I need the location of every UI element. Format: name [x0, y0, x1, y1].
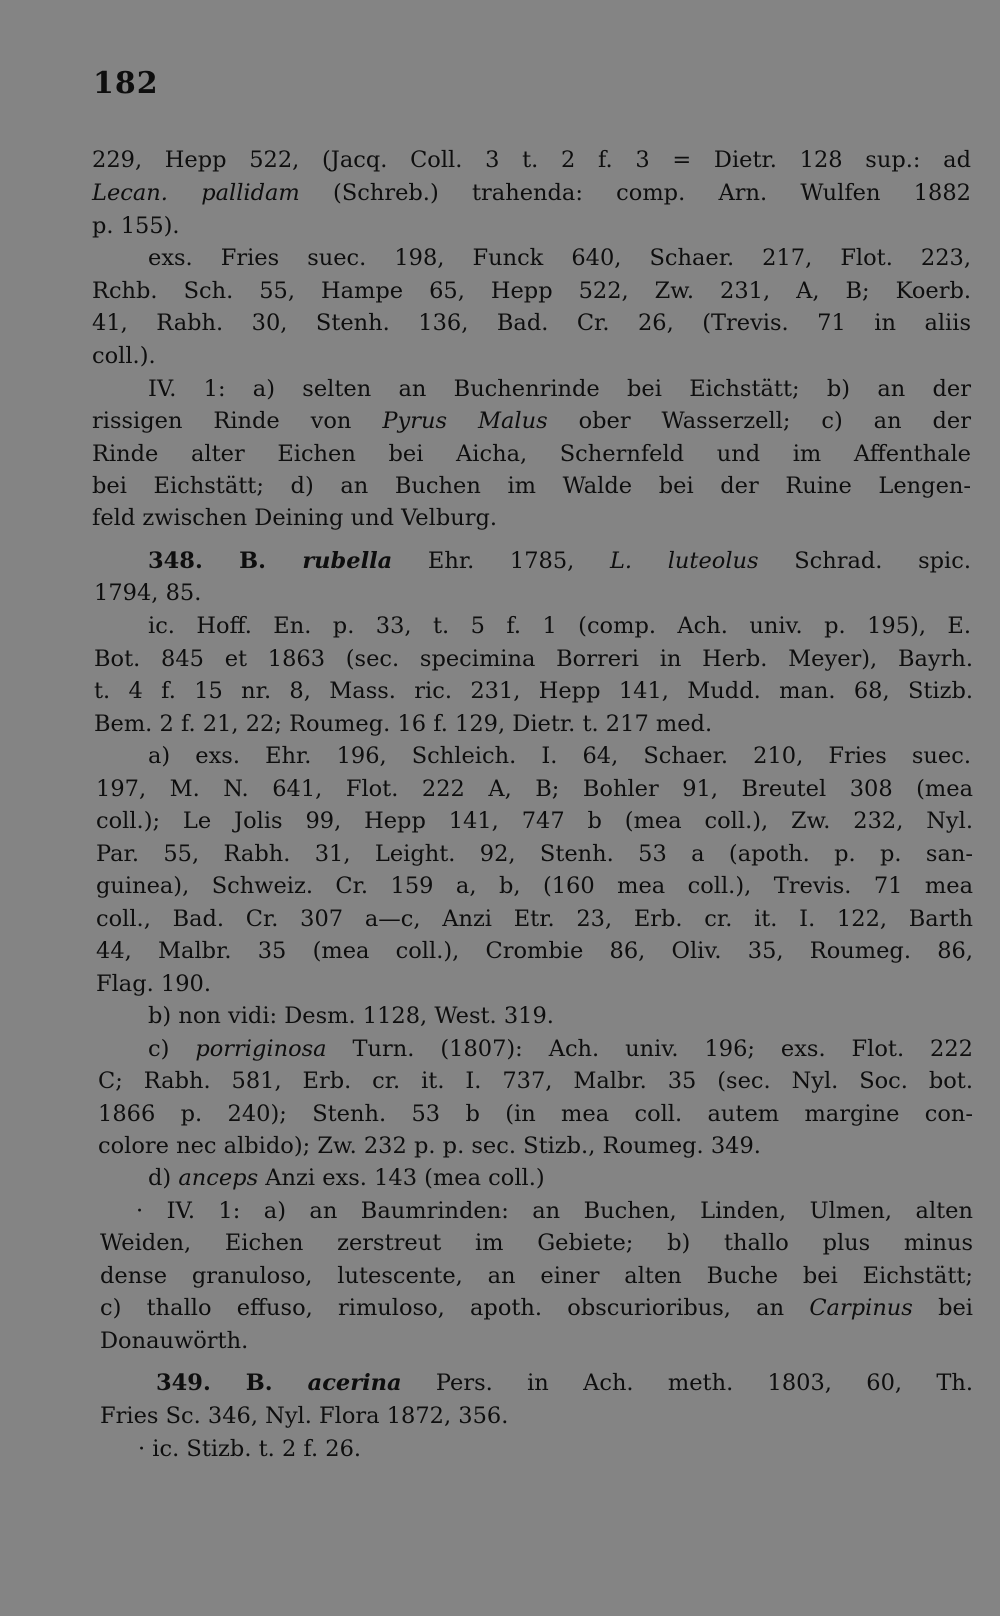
- text-line: [92, 178, 971, 208]
- text-line: [98, 1131, 761, 1161]
- text-line: [148, 741, 971, 771]
- text-span: bei Eichstätt; d) an Buchen im Walde bei der Ruine Lengen-: [92, 473, 971, 499]
- emphasis-span: 348. B.: [148, 548, 303, 574]
- emphasis-span: porriginosa: [195, 1036, 327, 1062]
- text-span: b) non vidi: Desm. 1128, West. 319.: [148, 1003, 554, 1029]
- text-span: coll., Bad. Cr. 307 a—c, Anzi Etr. 23, Erb. cr. it. I. 122, Barth: [96, 906, 973, 932]
- text-span: [168, 180, 201, 206]
- text-span: 44, Malbr. 35 (mea coll.), Crombie 86, Oliv. 35, Roumeg. 86,: [96, 938, 973, 964]
- text-line: [94, 709, 712, 739]
- text-span: exs. Fries suec. 198, Funck 640, Schaer. 217, Flot. 223,: [148, 245, 971, 271]
- text-line: [94, 578, 201, 608]
- text-line: [92, 341, 156, 371]
- text-span: feld zwischen Deining und Velburg.: [92, 505, 498, 531]
- text-span: Weiden, Eichen zerstreut im Gebiete; b) thallo plus minus: [100, 1230, 973, 1256]
- text-span: bei: [912, 1295, 973, 1321]
- text-line: [92, 503, 497, 533]
- emphasis-span: acerina: [307, 1370, 402, 1396]
- text-span: 1794, 85.: [94, 580, 202, 606]
- text-span: t. 4 f. 15 nr. 8, Mass. ric. 231, Hepp 141, Mudd. man. 68, Stizb.: [94, 678, 973, 704]
- text-span: Pers. in Ach. meth. 1803, 60, Th.: [401, 1370, 973, 1396]
- text-span: a) exs. Ehr. 196, Schleich. I. 64, Schaer. 210, Fries suec.: [148, 743, 971, 769]
- text-span: d): [148, 1165, 179, 1191]
- text-line: [98, 1099, 973, 1129]
- text-span: ober Wasserzell; c) an der: [547, 408, 971, 434]
- text-span: c): [148, 1036, 196, 1062]
- text-span: Rchb. Sch. 55, Hampe 65, Hepp 522, Zw. 231, A, B; Koerb.: [92, 278, 971, 304]
- text-span: Turn. (1807): Ach. univ. 196; exs. Flot. 222: [326, 1036, 973, 1062]
- text-line: [96, 839, 973, 869]
- text-line: [94, 644, 973, 674]
- emphasis-span: Carpinus: [809, 1295, 913, 1321]
- text-span: (Schreb.) trahenda: comp. Arn. Wulfen 1882: [299, 180, 971, 206]
- text-line: [92, 406, 971, 436]
- text-line: [100, 1326, 248, 1356]
- emphasis-span: anceps: [178, 1165, 259, 1191]
- text-line: [92, 145, 971, 175]
- text-span: Bem. 2 f. 21, 22; Roumeg. 16 f. 129, Dietr. t. 217 med.: [94, 711, 713, 737]
- text-line: [148, 546, 971, 576]
- text-span: Fries Sc. 346, Nyl. Flora 1872, 356.: [100, 1403, 509, 1429]
- text-line: [92, 439, 971, 469]
- text-span: p. 155).: [92, 213, 180, 239]
- text-line: [100, 1228, 973, 1258]
- text-line: [96, 774, 973, 804]
- page-number: 182: [93, 66, 159, 101]
- text-line: [92, 276, 971, 306]
- text-span: dense granuloso, lutescente, an einer alten Buche bei Eichstätt;: [100, 1263, 973, 1289]
- text-line: [94, 676, 973, 706]
- emphasis-span: rubella: [302, 548, 393, 574]
- text-line: [148, 611, 971, 641]
- text-line: [92, 471, 971, 501]
- text-span: c) thallo effuso, rimuloso, apoth. obscurioribus, an: [100, 1295, 810, 1321]
- text-line: [100, 1261, 973, 1291]
- text-span: Rinde alter Eichen bei Aicha, Schernfeld und im Affenthale: [92, 441, 971, 467]
- text-line: [98, 1066, 973, 1096]
- text-span: Schrad. spic.: [758, 548, 971, 574]
- text-span: Par. 55, Rabh. 31, Leight. 92, Stenh. 53 a (apoth. p. p. san-: [96, 841, 973, 867]
- text-span: 229, Hepp 522, (Jacq. Coll. 3 t. 2 f. 3 = Dietr. 128 sup.: ad: [92, 147, 971, 173]
- emphasis-span: 349. B.: [156, 1370, 308, 1396]
- text-line: [96, 904, 973, 934]
- text-line: [100, 1401, 508, 1431]
- text-line: [96, 871, 973, 901]
- emphasis-span: pallidam: [201, 180, 300, 206]
- text-span: Bot. 845 et 1863 (sec. specimina Borreri in Herb. Meyer), Bayrh.: [94, 646, 973, 672]
- text-span: Donauwörth.: [100, 1328, 249, 1354]
- text-span: 41, Rabh. 30, Stenh. 136, Bad. Cr. 26, (Trevis. 71 in aliis: [92, 310, 971, 336]
- text-span: rissigen Rinde von: [92, 408, 383, 434]
- text-line: [96, 936, 973, 966]
- text-line: [148, 1163, 545, 1193]
- text-span: colore nec albido); Zw. 232 p. p. sec. Stizb., Roumeg. 349.: [98, 1133, 761, 1159]
- emphasis-span: L. luteolus: [609, 548, 759, 574]
- text-line: [96, 806, 973, 836]
- text-line: [148, 1001, 554, 1031]
- text-line: [148, 374, 971, 404]
- text-span: · ic. Stizb. t. 2 f. 26.: [138, 1436, 362, 1462]
- text-span: ic. Hoff. En. p. 33, t. 5 f. 1 (comp. Ach. univ. p. 195), E.: [148, 613, 971, 639]
- emphasis-span: Pyrus Malus: [382, 408, 548, 434]
- text-line: [100, 1293, 973, 1323]
- text-span: Ehr. 1785,: [392, 548, 610, 574]
- text-line: [96, 969, 211, 999]
- text-span: Anzi exs. 143 (mea coll.): [258, 1165, 545, 1191]
- text-span: coll.); Le Jolis 99, Hepp 141, 747 b (mea coll.), Zw. 232, Nyl.: [96, 808, 973, 834]
- text-span: IV. 1: a) selten an Buchenrinde bei Eichstätt; b) an der: [148, 376, 971, 402]
- text-line: [156, 1368, 973, 1398]
- emphasis-span: Lecan.: [92, 180, 168, 206]
- text-span: coll.).: [92, 343, 156, 369]
- text-line: [136, 1196, 973, 1226]
- text-line: [148, 243, 971, 273]
- text-line: [138, 1434, 361, 1464]
- text-span: C; Rabh. 581, Erb. cr. it. I. 737, Malbr. 35 (sec. Nyl. Soc. bot.: [98, 1068, 973, 1094]
- text-span: 1866 p. 240); Stenh. 53 b (in mea coll. autem margine con-: [98, 1101, 973, 1127]
- text-line: [92, 211, 180, 241]
- text-span: Flag. 190.: [96, 971, 212, 997]
- text-line: [148, 1034, 973, 1064]
- text-span: guinea), Schweiz. Cr. 159 a, b, (160 mea coll.), Trevis. 71 mea: [96, 873, 973, 899]
- text-span: 197, M. N. 641, Flot. 222 A, B; Bohler 91, Breutel 308 (mea: [96, 776, 973, 802]
- text-line: [92, 308, 971, 338]
- text-span: · IV. 1: a) an Baumrinden: an Buchen, Linden, Ulmen, alten: [136, 1198, 973, 1224]
